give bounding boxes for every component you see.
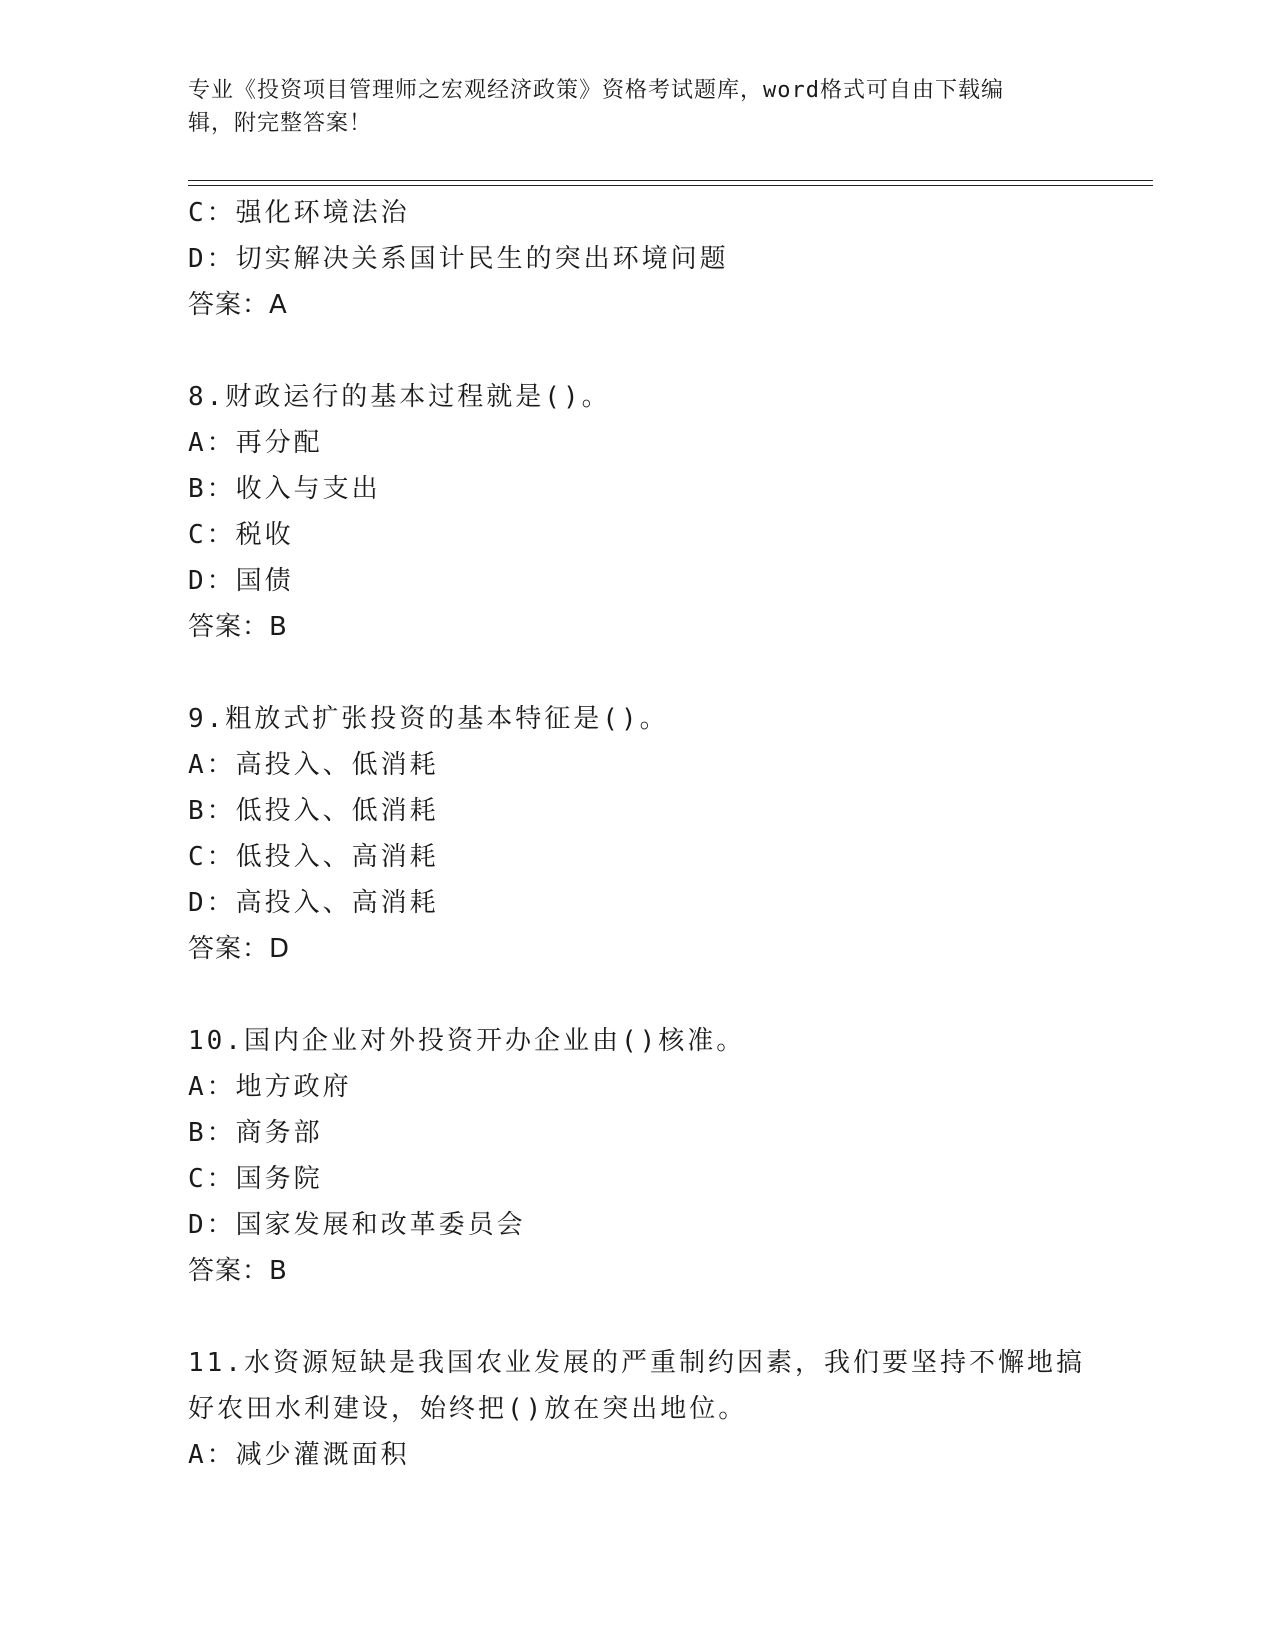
option-a: A：地方政府 <box>188 1072 352 1102</box>
header-line-2: 辑，附完整答案！ <box>188 111 373 136</box>
option-b: B：收入与支出 <box>188 474 381 504</box>
question-8 <box>188 374 1088 650</box>
question-stem-line-2: 好农田水利建设，始终把()放在突出地位。 <box>188 1394 748 1424</box>
question-list <box>188 190 1088 1478</box>
question-11 <box>188 1340 1088 1478</box>
option-d: D：高投入、高消耗 <box>188 888 439 918</box>
question-stem: 10.国内企业对外投资开办企业由()核准。 <box>188 1026 746 1056</box>
question-10 <box>188 1018 1088 1294</box>
header-rule-top <box>188 180 1153 181</box>
option-c: C：国务院 <box>188 1164 323 1194</box>
header-line-1: 专业《投资项目管理师之宏观经济政策》资格考试题库，word格式可自由下载编 <box>188 78 1004 103</box>
option-c: C：强化环境法治 <box>188 198 410 228</box>
question-9 <box>188 696 1088 972</box>
option-c: C：税收 <box>188 520 294 550</box>
option-a: A：再分配 <box>188 428 323 458</box>
spacer <box>188 1294 1088 1340</box>
header-rule-bottom <box>188 185 1153 186</box>
option-c: C：低投入、高消耗 <box>188 842 439 872</box>
answer: 答案：B <box>188 612 288 642</box>
option-d: D：国家发展和改革委员会 <box>188 1210 526 1240</box>
spacer <box>188 328 1088 374</box>
option-b: B：商务部 <box>188 1118 323 1148</box>
option-a: A：减少灌溉面积 <box>188 1440 410 1470</box>
spacer <box>188 972 1088 1018</box>
answer: 答案：D <box>188 934 291 964</box>
question-7 <box>188 190 1088 328</box>
answer: 答案：B <box>188 1256 288 1286</box>
option-b: B：低投入、低消耗 <box>188 796 439 826</box>
question-stem: 9.粗放式扩张投资的基本特征是()。 <box>188 704 669 734</box>
document-header <box>188 74 1088 140</box>
option-d: D：国债 <box>188 566 294 596</box>
answer: 答案：A <box>188 290 288 320</box>
question-stem-line-1: 11.水资源短缺是我国农业发展的严重制约因素，我们要坚持不懈地搞 <box>188 1348 1085 1378</box>
spacer <box>188 650 1088 696</box>
option-a: A：高投入、低消耗 <box>188 750 439 780</box>
option-d: D：切实解决关系国计民生的突出环境问题 <box>188 244 729 274</box>
question-stem: 8.财政运行的基本过程就是()。 <box>188 382 611 412</box>
